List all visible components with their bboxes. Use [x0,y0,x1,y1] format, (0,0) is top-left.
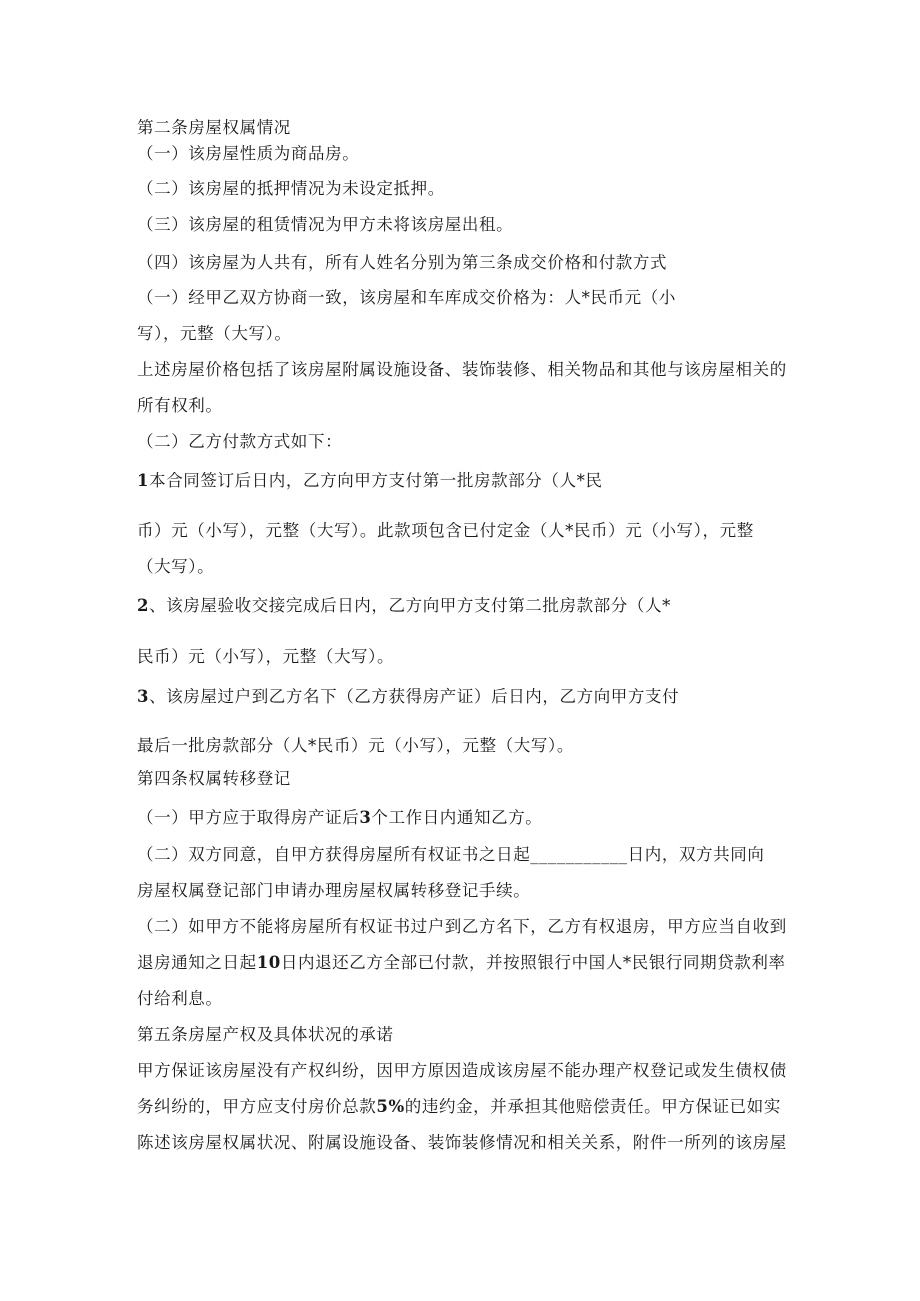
paragraph-line: （大写）。 [137,557,215,576]
paragraph-line: 2、该房屋验收交接完成后日内，乙方向甲方支付第二批房款部分（人* [137,596,671,615]
paragraph-line: 3、该房屋过户到乙方名下（乙方获得房产证）后日内，乙方向甲方支付 [137,687,680,706]
paragraph-line: 付给利息。 [137,989,223,1008]
paragraph-line: （二）双方同意，自甲方获得房屋所有权证书之日起___________日内，双方共同向 [137,845,765,864]
paragraph-line: （三）该房屋的租赁情况为甲方未将该房屋出租。 [137,215,514,234]
paragraph-line: 最后一批房款部分（人*民币）元（小写），元整（大写）。 [137,736,574,755]
paragraph-line: 币）元（小写），元整（大写）。此款项包含已付定金（人*民币）元（小写），元整 [137,521,754,540]
section-heading-5: 第五条房屋产权及具体状况的承诺 [137,1025,394,1044]
paragraph-line: 陈述该房屋权属状况、附属设施设备、装饰装修情况和相关关系，附件一所列的该房屋 [137,1133,787,1152]
paragraph-line: （二）如甲方不能将房屋所有权证书过户到乙方名下，乙方有权退房，甲方应当自收到 [137,917,787,936]
paragraph-line: （一）经甲乙双方协商一致，该房屋和车库成交价格为：人*民币元（小 [137,288,676,307]
section-heading-2: 第二条房屋权属情况 [137,118,291,137]
paragraph-line: （一）甲方应于取得房产证后3个工作日内通知乙方。 [137,808,543,827]
paragraph-line: 甲方保证该房屋没有产权纠纷，因甲方原因造成该房屋不能办理产权登记或发生债权债 [137,1061,787,1080]
paragraph-line: （二）乙方付款方式如下： [137,432,343,451]
paragraph-line: （四）该房屋为人共有，所有人姓名分别为第三条成交价格和付款方式 [137,253,668,272]
paragraph-line: （一）该房屋性质为商品房。 [137,144,360,163]
paragraph-line: 务纠纷的，甲方应支付房价总款5%的违约金，并承担其他赔偿责任。甲方保证已如实 [137,1097,781,1116]
paragraph-line: 写），元整（大写）。 [137,324,292,343]
paragraph-line: 房屋权属登记部门申请办理房屋权属转移登记手续。 [137,881,531,900]
paragraph-line: 所有权利。 [137,396,223,415]
paragraph-line: 1本合同签订后日内，乙方向甲方支付第一批房款部分（人*民 [137,471,603,490]
paragraph-line: （二）该房屋的抵押情况为未设定抵押。 [137,179,445,198]
section-heading-4: 第四条权属转移登记 [137,769,291,788]
paragraph-line: 民币）元（小写），元整（大写）。 [137,647,395,666]
paragraph-line: 退房通知之日起10日内退还乙方全部已付款，并按照银行中国人*民银行同期贷款利率 [137,953,786,972]
paragraph-line: 上述房屋价格包括了该房屋附属设施设备、装饰装修、相关物品和其他与该房屋相关的 [137,360,787,379]
